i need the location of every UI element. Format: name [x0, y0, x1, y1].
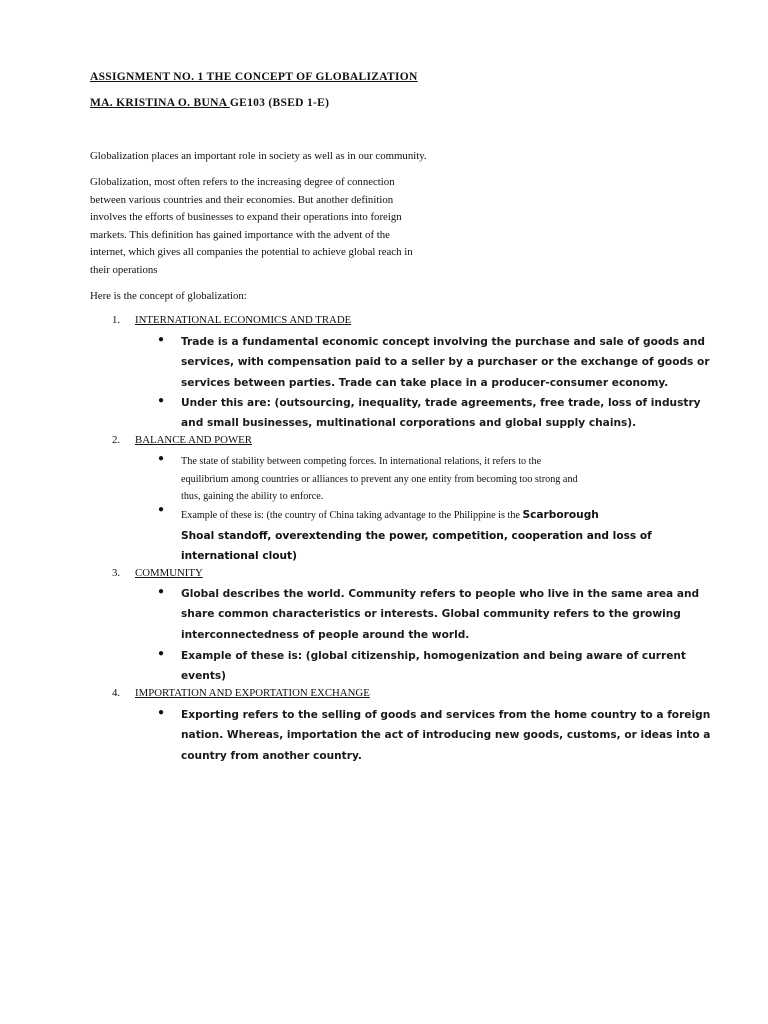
bullet-line: Trade is a fundamental economic concept involving the purchase and sale of goods and [181, 336, 705, 348]
definition-line: internet, which gives all companies the potential to achieve global reach in [90, 246, 413, 258]
document-title: ASSIGNMENT NO. 1 THE CONCEPT OF GLOBALIZATION [90, 71, 418, 83]
bullet-icon: ● [158, 586, 165, 597]
section-number: 2. [112, 434, 121, 446]
bullet-line: nation. Whereas, importation the act of introducing new goods, customs, or ideas into a [181, 729, 711, 742]
section-title: IMPORTATION AND EXPORTATION EXCHANGE [135, 687, 370, 699]
bullet-line: equilibrium among countries or alliances to prevent any one entity from becoming too strong and [181, 473, 578, 485]
intro-paragraph: Globalization places an important role in society as well as in our community. [90, 150, 427, 162]
section-number: 3. [112, 567, 121, 579]
definition-line: markets. This definition has gained importance with the advent of the [90, 228, 390, 241]
definition-line: their operations [90, 263, 158, 276]
bullet-line: interconnectedness of people around the world. [181, 628, 470, 641]
bullet-text-sans: Scarborough [522, 509, 599, 521]
bullet-line: services, with compensation paid to a seller by a purchaser or the exchange of goods or [181, 356, 710, 369]
bullet-line: thus, gaining the ability to enforce. [181, 491, 324, 503]
section-heading-4 [112, 687, 370, 699]
bullet-line: The state of stability between competing forces. In international relations, it refers to the [181, 456, 542, 467]
section-number: 4. [112, 687, 121, 699]
bullet-icon: ● [158, 648, 165, 659]
bullet-line: Global describes the world. Community refers to people who live in the same area and [181, 588, 700, 600]
section-title: COMMUNITY [135, 567, 203, 579]
bullet-line: international clout) [181, 550, 297, 562]
bullet-line: Example of these is: (global citizenship, homogenization and being aware of current [181, 650, 686, 662]
bullet-line: Exporting refers to the selling of goods and services from the home country to a foreign [181, 709, 711, 721]
definition-line: involves the efforts of businesses to expand their operations into foreign [90, 211, 402, 223]
author-course: GE103 (BSED 1-E) [229, 97, 330, 109]
bullet-icon: ● [158, 395, 165, 406]
bullet-line: Shoal standoff, overextending the power, competition, cooperation and loss of [181, 530, 652, 542]
definition-line: Globalization, most often refers to the increasing degree of connection [90, 176, 395, 188]
definition-line: between various countries and their economies. But another definition [90, 193, 394, 206]
bullet-line: events) [181, 670, 227, 683]
bullet-icon: ● [158, 334, 165, 345]
bullet-line: Under this are: (outsourcing, inequality, trade agreements, free trade, loss of industry [181, 397, 701, 409]
author-line [90, 97, 329, 109]
section-number: 1. [112, 314, 121, 326]
bullet-icon: ● [158, 504, 165, 515]
list-intro: Here is the concept of globalization: [90, 290, 247, 302]
section-title: INTERNATIONAL ECONOMICS AND TRADE [135, 314, 352, 326]
section-heading-2 [112, 434, 252, 446]
bullet-icon: ● [158, 707, 165, 718]
bullet-icon: ● [158, 453, 165, 464]
author-name: MA. KRISTINA O. BUNA [90, 97, 230, 109]
definition-paragraph [90, 174, 413, 279]
section-heading-1 [112, 314, 351, 326]
bullet-line: country from another country. [181, 749, 362, 762]
section-heading-3 [112, 567, 203, 579]
bullet-line [181, 504, 652, 526]
bullet-line: and small businesses, multinational corporations and global supply chains). [181, 417, 637, 430]
bullet-line: services between parties. Trade can take place in a producer-consumer economy. [181, 376, 669, 389]
bullet-text-serif: Example of these is: (the country of China taking advantage to the Philippine is the [181, 510, 523, 521]
bullet-line: share common characteristics or interests. Global community refers to the growing [181, 608, 681, 621]
section-title: BALANCE AND POWER [135, 434, 252, 446]
